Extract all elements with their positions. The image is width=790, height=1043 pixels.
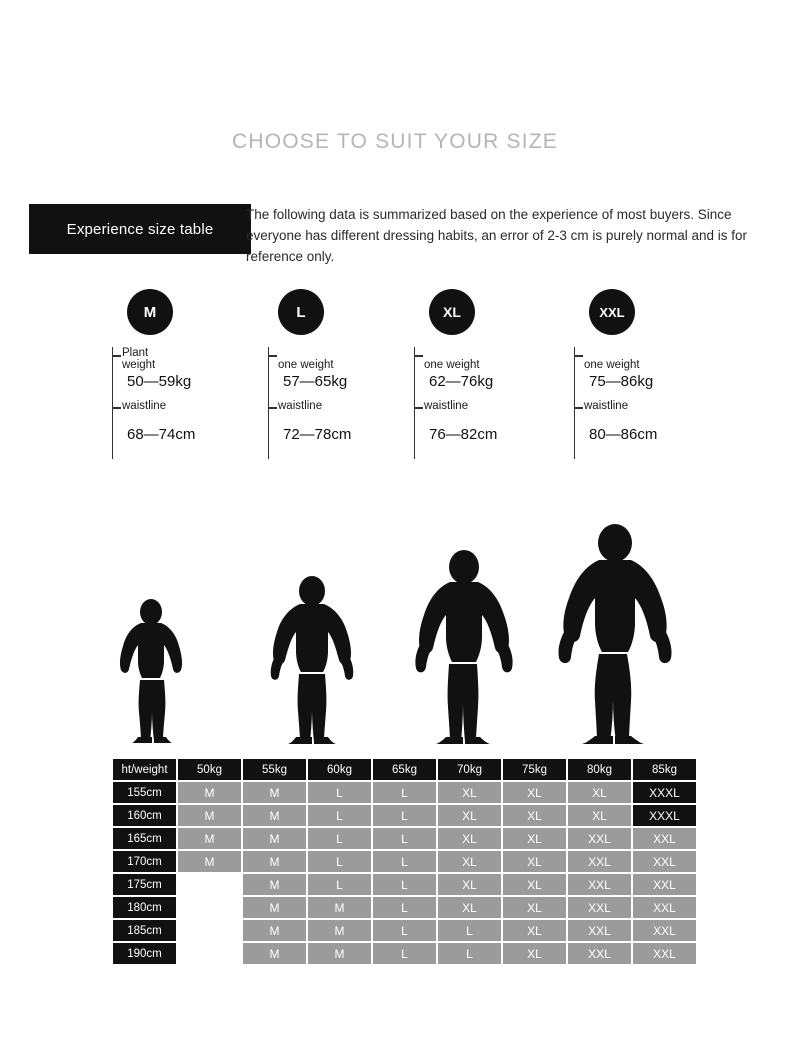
matrix-cell: L [308,851,371,872]
bracket-tick-weight [415,355,423,357]
matrix-cell: L [373,828,436,849]
weight-value-xl: 62—76kg [429,373,494,390]
body-silhouettes [0,510,790,750]
table-row [113,920,696,941]
matrix-cell: L [373,874,436,895]
table-row [113,805,696,826]
matrix-cell: XL [503,920,566,941]
matrix-cell: XL [503,782,566,803]
matrix-cell: M [178,828,241,849]
matrix-cell [178,874,241,895]
matrix-cell: L [373,920,436,941]
table-row [113,897,696,918]
weight-value-m: 50—59kg [127,373,192,390]
waist-caption-xxl: waistline [584,400,629,412]
table-row [113,828,696,849]
size-badge-xl: XL [429,289,475,335]
matrix-col-head-1: 55kg [243,759,306,780]
waist-caption-l: waistline [278,400,323,412]
matrix-cell: L [373,851,436,872]
weight-caption-line1-m: Plant [122,347,149,359]
size-table-description: The following data is summarized based on the experience of most buyers. Since everyone has different dressing habits, an error of 2-3 cm is purely normal and is for reference only. [246,207,747,264]
matrix-cell: L [373,943,436,964]
matrix-cell: XL [503,851,566,872]
silhouette-xxl-icon [552,523,678,750]
weight-caption-xxl: one weight [584,359,640,371]
matrix-cell: XXL [633,943,696,964]
size-column-xxl [522,289,702,443]
size-column-xl [362,289,542,443]
matrix-cell: XL [503,805,566,826]
waist-caption-xl: waistline [424,400,469,412]
matrix-row-head-5: 180cm [113,897,176,918]
size-column-m [60,289,240,443]
matrix-cell: L [308,874,371,895]
matrix-cell: M [178,782,241,803]
matrix-cell: M [308,897,371,918]
size-summary-row [0,289,790,469]
matrix-row-head-2: 165cm [113,828,176,849]
matrix-cell: XXL [633,920,696,941]
matrix-row-head-1: 160cm [113,805,176,826]
matrix-cell: XXL [633,897,696,918]
matrix-cell: XL [438,805,501,826]
size-badge-m: M [127,289,173,335]
matrix-cell: XXL [568,851,631,872]
matrix-cell: L [308,782,371,803]
silhouette-l-icon [262,575,362,750]
matrix-col-head-5: 75kg [503,759,566,780]
size-bracket-l [268,347,396,459]
bracket-tick-weight [269,355,277,357]
matrix-cell: M [243,920,306,941]
matrix-cell: M [243,805,306,826]
matrix-cell: M [178,851,241,872]
matrix-cell: XL [568,805,631,826]
matrix-cell: M [308,943,371,964]
matrix-col-head-6: 80kg [568,759,631,780]
waist-value-l: 72—78cm [283,426,352,443]
height-weight-matrix [111,757,698,966]
matrix-cell: XL [438,851,501,872]
silhouette-m-icon [108,598,194,750]
matrix-cell: M [243,851,306,872]
page-title: CHOOSE TO SUIT YOUR SIZE [232,130,558,153]
waist-caption-m: waistline [122,400,167,412]
size-bracket-xxl [574,347,702,459]
table-row [113,943,696,964]
matrix-cell [178,943,241,964]
matrix-cell: XL [503,943,566,964]
weight-value-xxl: 75—86kg [589,373,654,390]
matrix-row-head-3: 170cm [113,851,176,872]
waist-value-m: 68—74cm [127,426,196,443]
matrix-cell: XL [503,828,566,849]
matrix-cell: XL [438,874,501,895]
matrix-cell: L [308,828,371,849]
size-badge-l: L [278,289,324,335]
bracket-tick-waist [415,407,423,409]
matrix-col-head-0: 50kg [178,759,241,780]
weight-caption-line2-m: weight [122,359,156,371]
matrix-col-head-7: 85kg [633,759,696,780]
matrix-col-head-2: 60kg [308,759,371,780]
matrix-cell: XXL [568,828,631,849]
matrix-cell: XXL [568,943,631,964]
matrix-cell: XL [568,782,631,803]
matrix-cell: M [243,897,306,918]
matrix-cell: XXXL [633,782,696,803]
matrix-cell: L [438,943,501,964]
matrix-cell: M [243,828,306,849]
matrix-cell: L [438,920,501,941]
matrix-col-head-4: 70kg [438,759,501,780]
size-bracket-xl [414,347,542,459]
bracket-tick-weight [575,355,583,357]
matrix-row-head-0: 155cm [113,782,176,803]
matrix-cell: L [373,897,436,918]
size-badge-xxl: XXL [589,289,635,335]
waist-value-xxl: 80—86cm [589,426,658,443]
matrix-row-head-6: 185cm [113,920,176,941]
weight-value-l: 57—65kg [283,373,348,390]
matrix-cell: XL [438,828,501,849]
matrix-cell: L [308,805,371,826]
bracket-tick-waist [575,407,583,409]
matrix-cell: M [308,920,371,941]
matrix-col-head-3: 65kg [373,759,436,780]
matrix-corner-label: ht/weight [113,759,176,780]
size-bracket-m [112,347,240,459]
matrix-cell: M [243,782,306,803]
matrix-cell: M [178,805,241,826]
table-row [113,874,696,895]
bracket-tick-waist [269,407,277,409]
table-row [113,851,696,872]
matrix-cell [178,920,241,941]
matrix-cell: XXL [633,874,696,895]
matrix-cell: XL [503,874,566,895]
matrix-row-head-7: 190cm [113,943,176,964]
bracket-tick-weight [113,355,121,357]
matrix-cell: XXL [568,874,631,895]
matrix-cell: M [243,943,306,964]
weight-caption-xl: one weight [424,359,480,371]
matrix-cell: XXL [633,828,696,849]
matrix-cell: XXXL [633,805,696,826]
bracket-tick-waist [113,407,121,409]
matrix-header-row [113,759,696,780]
experience-size-table-label: Experience size table [29,204,251,254]
matrix-row-head-4: 175cm [113,874,176,895]
matrix-cell: XL [438,897,501,918]
matrix-cell: XXL [568,897,631,918]
matrix-cell: XL [438,782,501,803]
waist-value-xl: 76—82cm [429,426,498,443]
matrix-cell: M [243,874,306,895]
matrix-cell: L [373,805,436,826]
silhouette-xl-icon [408,549,520,750]
weight-caption-l: one weight [278,359,334,371]
matrix-cell [178,897,241,918]
matrix-cell: L [373,782,436,803]
matrix-cell: XXL [568,920,631,941]
matrix-cell: XXL [633,851,696,872]
table-row [113,782,696,803]
matrix-cell: XL [503,897,566,918]
